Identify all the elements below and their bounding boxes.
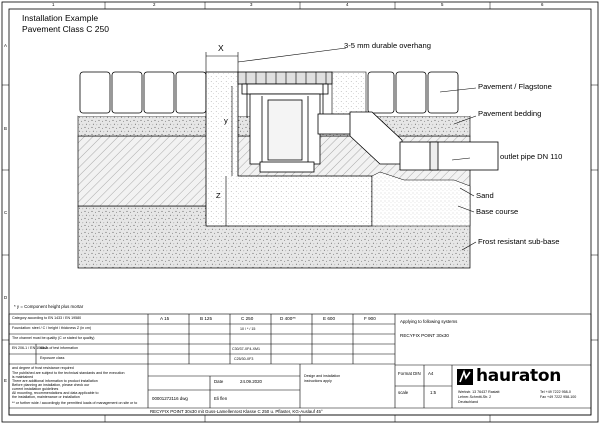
company-contact-1: Tel +49 7222 958-0 bbox=[540, 390, 571, 394]
note-line-2: is maintained bbox=[12, 375, 34, 379]
overhang-note: 3-5 mm durable overhang bbox=[344, 41, 431, 50]
row-label-b: B bbox=[4, 126, 7, 131]
drawing-title: Installation Example bbox=[22, 13, 99, 23]
c250-concrete-value: C30/37-XF4-XM1 bbox=[232, 347, 260, 351]
company-contact-2: Fax +49 7222 958-100 bbox=[540, 395, 577, 399]
component-height-footnote: * y = Component height plus mortar bbox=[14, 304, 84, 309]
drawing-type: Eli flen bbox=[214, 396, 228, 401]
column-label-6: 6 bbox=[541, 2, 544, 7]
class-table-row-4: EN 206-1 / EN 1045-2 bbox=[12, 346, 48, 350]
class-table-subrow-2: Exposure class bbox=[40, 356, 65, 360]
class-b125: B 125 bbox=[200, 316, 213, 321]
class-table-row-1: Category according to EN 1433 / EN 19580 bbox=[12, 316, 82, 320]
note-line-1: The published are subject to the technical standards and the execution bbox=[12, 371, 125, 375]
class-a15: A 15 bbox=[160, 316, 170, 321]
callout-frost-sub-base: Frost resistant sub-base bbox=[478, 237, 560, 246]
dimension-x-label: X bbox=[218, 43, 224, 53]
date-label: Date bbox=[214, 379, 224, 384]
company-address-1: Werkstr. 13 76437 Rastatt bbox=[458, 390, 500, 394]
class-table-row-2: Foundation: steel / C / height / thickness Z (in cm) bbox=[12, 326, 92, 330]
bottom-caption: RECYFIX POINT 30x30 mit Guss-Lamellenrost Klasse C 250 u. Pflaster, KG-Auslauf 45° bbox=[150, 409, 323, 414]
class-f900: F 900 bbox=[364, 316, 376, 321]
class-c250: C 250 bbox=[241, 316, 254, 321]
scale-label: scale bbox=[398, 390, 409, 395]
c250-exposure-value: C25/30-XF3 bbox=[234, 357, 254, 361]
brand-logo-text: hauraton bbox=[476, 366, 562, 386]
disclaimer-line-2: instructions apply bbox=[304, 379, 332, 383]
title-block-grid bbox=[9, 314, 591, 415]
dimension-y-label: y bbox=[224, 116, 228, 125]
note-line-6: All mounting, recommendations and data applicable to bbox=[12, 391, 99, 395]
drawing-subtitle: Pavement Class C 250 bbox=[22, 24, 109, 34]
date-value: 24.09.2020 bbox=[240, 379, 262, 384]
scale-value: 1:5 bbox=[430, 390, 437, 395]
format-value: A4 bbox=[428, 371, 434, 376]
callout-bedding: Pavement bedding bbox=[478, 109, 542, 118]
hauraton-logo-mark bbox=[457, 369, 473, 385]
class-d400: D 400** bbox=[280, 316, 296, 321]
class-table-subrow-1: basis of test information bbox=[40, 346, 78, 350]
row-label-a: A bbox=[4, 43, 7, 48]
row-label-e: E bbox=[4, 378, 7, 383]
note-line-4: Before planning an installation, please check our bbox=[12, 383, 90, 387]
note-line-5: current installation guidelines bbox=[12, 387, 59, 391]
column-label-3: 3 bbox=[250, 2, 253, 7]
company-address-2: Lehrer-Schmitt-Str. 2 bbox=[458, 395, 492, 399]
class-table-row-3: The channel must be quality (C or stated for quality) bbox=[12, 336, 95, 340]
company-address-3: Deutschland bbox=[458, 400, 478, 404]
row-label-d: D bbox=[4, 295, 8, 300]
column-label-5: 5 bbox=[441, 2, 444, 7]
applies-to-label: Applying to following systems bbox=[400, 319, 458, 324]
c250-foundation-value: 10 / * / 15 bbox=[240, 327, 256, 331]
concrete-right-collar bbox=[332, 72, 366, 116]
format-label: Format DIN bbox=[398, 371, 421, 376]
disclaimer-line-1: Design and installation bbox=[304, 374, 341, 378]
load-footnote: ** or further wide / accordingly the permitted loads of management on site or to bbox=[12, 401, 138, 405]
row-label-c: C bbox=[4, 210, 8, 215]
note-line-3: There are additional information to product installation bbox=[12, 379, 98, 383]
callout-pavement: Pavement / Flagstone bbox=[478, 82, 552, 91]
drawing-number: 00001272116 dwg bbox=[152, 396, 188, 401]
dimension-z-label: Z bbox=[216, 191, 221, 200]
callout-outlet-pipe: outlet pipe DN 110 bbox=[500, 152, 563, 161]
note-line-7: the installation, maintenance or installation bbox=[12, 395, 80, 399]
callout-base-course: Base course bbox=[476, 207, 519, 216]
column-label-1: 1 bbox=[52, 2, 55, 7]
system-name: RECYFIX POINT 30x30 bbox=[400, 333, 449, 338]
class-table-row-5: and degree of frost resistance required bbox=[12, 366, 74, 370]
column-label-2: 2 bbox=[153, 2, 156, 7]
callout-sand: Sand bbox=[476, 191, 494, 200]
class-e600: E 600 bbox=[323, 316, 336, 321]
column-label-4: 4 bbox=[346, 2, 349, 7]
